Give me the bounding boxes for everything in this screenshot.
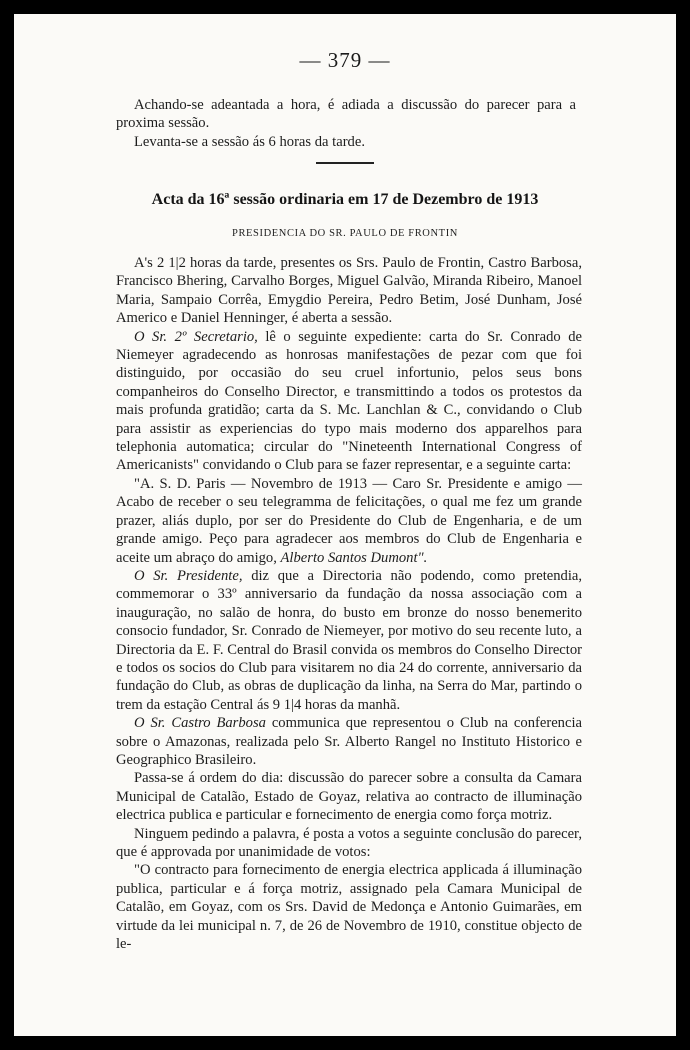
attendance-paragraph: A's 2 1|2 horas da tarde, presentes os Srs. Paulo de Frontin, Castro Barbosa, Francisco Bhering, Carvalho Borges, Miguel Galvão, Miranda Ribeiro, Manoel Maria, Sampaio Corrêa, Emygdio Pereira, Pedro Betim, José Dunham, José Americo e Daniel Henninger, é aberta a sessão. (116, 255, 582, 327)
secretary-paragraph (116, 328, 582, 475)
section-divider (316, 162, 374, 164)
letter-text: "A. S. D. Paris — Novembro de 1913 — Caro Sr. Presidente e amigo — Acabo de receber o seu telegramma de felicitações, o qual me fez um grande prazer, aliás duplo, por ser do Presidente do Club de Engenharia, e de um grande amigo. Peço para agradecer aos membros do Club de Engenharia e aceite um abraço do amigo, (116, 475, 582, 566)
session-closed-paragraph: Levanta-se a sessão ás 6 horas da tarde. (134, 133, 365, 150)
minutes-heading: Acta da 16ª sessão ordinaria em 17 de Dezembro de 1913 (151, 191, 539, 208)
order-of-day-paragraph: Passa-se á ordem do dia: discussão do parecer sobre a consulta da Camara Municipal de Catalão, Estado de Goyaz, relativa ao contracto de illuminação electrica publica e particular e fornecimento de energia como força motriz. (116, 770, 582, 824)
president-paragraph (116, 567, 582, 714)
contract-paragraph: "O contracto para fornecimento de energia electrica applicada á illuminação publica, particular e á força motriz, assignado pela Camara Municipal de Catalão, em Goyaz, com os Srs. David de Medonça e Antonio Guimarães, em virtude da lei municipal n. 7, de 26 de Novembro de 1910, constitue objecto de le- (116, 862, 582, 953)
vote-paragraph: Ninguem pedindo a palavra, é posta a votos a seguinte conclusão do parecer, que é approvada por unanimidade de votos: (116, 825, 582, 860)
adjourned-discussion-paragraph: Achando-se adeantada a hora, é adiada a discussão do parecer para a proxima sessão. (116, 97, 576, 132)
presidency-line: PRESIDENCIA DO SR. PAULO DE FRONTIN (232, 228, 458, 239)
castro-barbosa-text: communica que representou o Club na conferencia sobre o Amazonas, realizada pelo Sr. Alberto Rangel no Instituto Historico e Geographico Brasileiro. (116, 715, 582, 768)
minutes-body (116, 254, 582, 953)
letter-paragraph (116, 475, 582, 567)
secretary-speaker: O Sr. 2º Secretario, (134, 328, 258, 345)
castro-barbosa-paragraph (116, 714, 582, 769)
previous-session-closing (116, 96, 576, 151)
castro-barbosa-speaker: O Sr. Castro Barbosa (134, 715, 266, 732)
president-text: diz que a Directoria não podendo, como pretendia, commemorar o 33º anniversario da fundação da nossa associação com a inauguração, no salão de honra, do busto em bronze do nosso benemerito consocio fundador, Sr. Conrado de Niemeyer, por motivo do seu recente luto, a Directoria da E. F. Central do Brasil convida os membros do Conselho Director e todos os socios do Club para visitarem no dia 24 do corrente, anniversario da fundação do Club, as obras de duplicação da linha, na Serra do Mar, partindo o trem da estação Central ás 9 1|4 horas da manhã. (116, 567, 583, 713)
president-speaker: O Sr. Presidente, (134, 567, 243, 584)
page-number: — 379 — (299, 48, 391, 72)
secretary-text: lê o seguinte expediente: carta do Sr. Conrado de Niemeyer agradecendo as honrosas manifestações de pezar com que foi distinguido, por occasião do seu cruel infortunio, pelos seus bons companheiros do Conselho Director, e transmittindo a todos os protestos da mais profunda gratidão; carta da S. Mc. Lanchlan & C., convidando o Club para assistir as experiencias do typo mais moderno dos apparelhos para telephonia automatica; circular do "Nineteenth International Congress of Americanists" convidando o Club para se fazer representar, e a seguinte carta: (116, 328, 582, 474)
letter-signature: Alberto Santos Dumont". (280, 549, 428, 566)
scanned-page (14, 14, 676, 1036)
